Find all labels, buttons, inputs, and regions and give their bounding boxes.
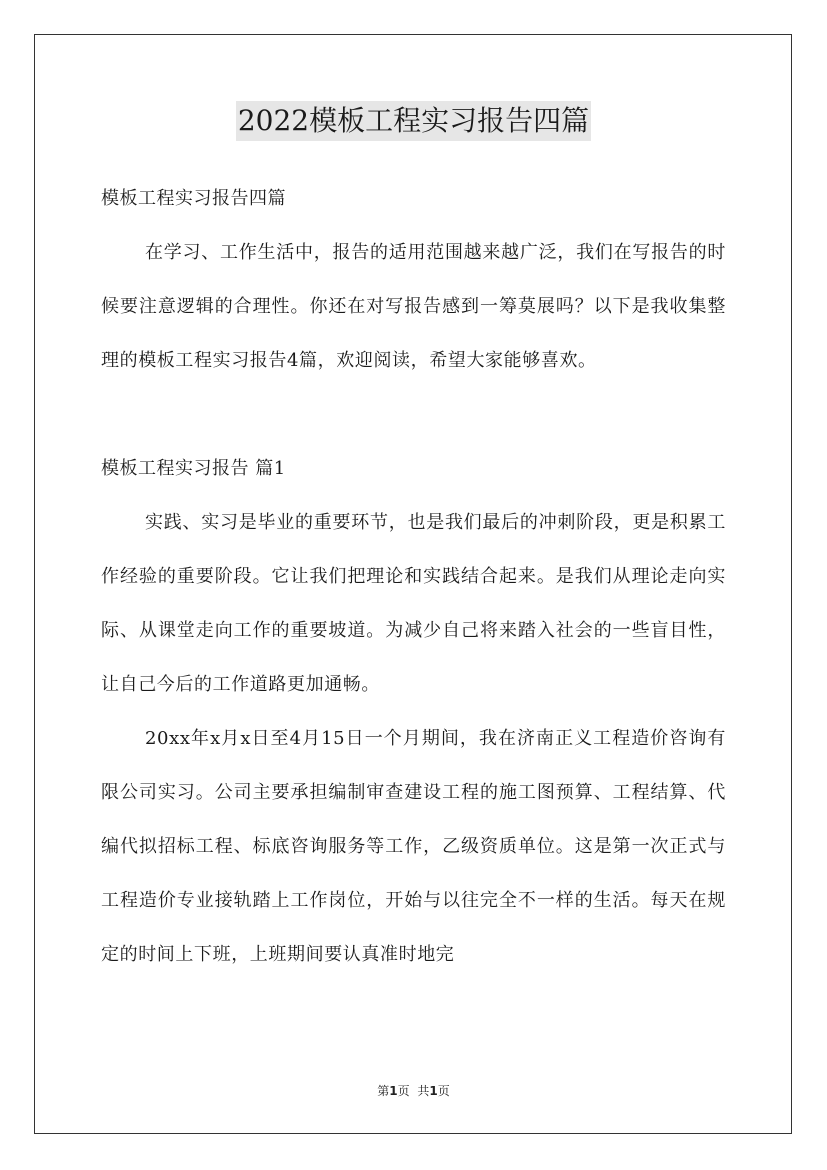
page-footer	[0, 1082, 827, 1099]
footer-page-number: 1	[389, 1084, 398, 1098]
document-subtitle: 模板工程实习报告四篇	[101, 188, 286, 209]
intro-paragraph: 在学习、工作生活中，报告的适用范围越来越广泛，我们在写报告的时候要注意逻辑的合理性。你还在对写报告感到一筹莫展吗？以下是我收集整理的模板工程实习报告4篇，欢迎阅读，希望大家能够喜欢。	[101, 242, 726, 371]
footer-total-prefix: 共	[417, 1084, 430, 1098]
body-paragraph-2: 20xx年x月x日至4月15日一个月期间，我在济南正义工程造价咨询有限公司实习。公司主要承担编制审查建设工程的施工图预算、工程结算、代编代拟招标工程、标底咨询服务等工作，乙级资质单位。这是第一次正式与工程造价专业接轨踏上工作岗位，开始与以往完全不一样的生活。每天在规定的时间上下班，上班期间要认真准时地完	[101, 728, 726, 965]
document-body	[101, 172, 726, 982]
footer-page-prefix: 第	[377, 1084, 390, 1098]
section-heading: 模板工程实习报告 篇1	[101, 458, 286, 479]
footer-total-pages: 1	[429, 1084, 438, 1098]
document-title-text: 2022模板工程实习报告四篇	[236, 101, 591, 141]
paragraph-gap	[101, 388, 726, 442]
body-paragraph-1: 实践、实习是毕业的重要环节，也是我们最后的冲刺阶段，更是积累工作经验的重要阶段。它让我们把理论和实践结合起来。是我们从理论走向实际、从课堂走向工作的重要坡道。为减少自己将来踏入社会的一些盲目性，让自己今后的工作道路更加通畅。	[101, 512, 726, 695]
footer-page-suffix: 页	[397, 1084, 410, 1098]
footer-total-suffix: 页	[437, 1084, 450, 1098]
document-title	[0, 100, 827, 141]
